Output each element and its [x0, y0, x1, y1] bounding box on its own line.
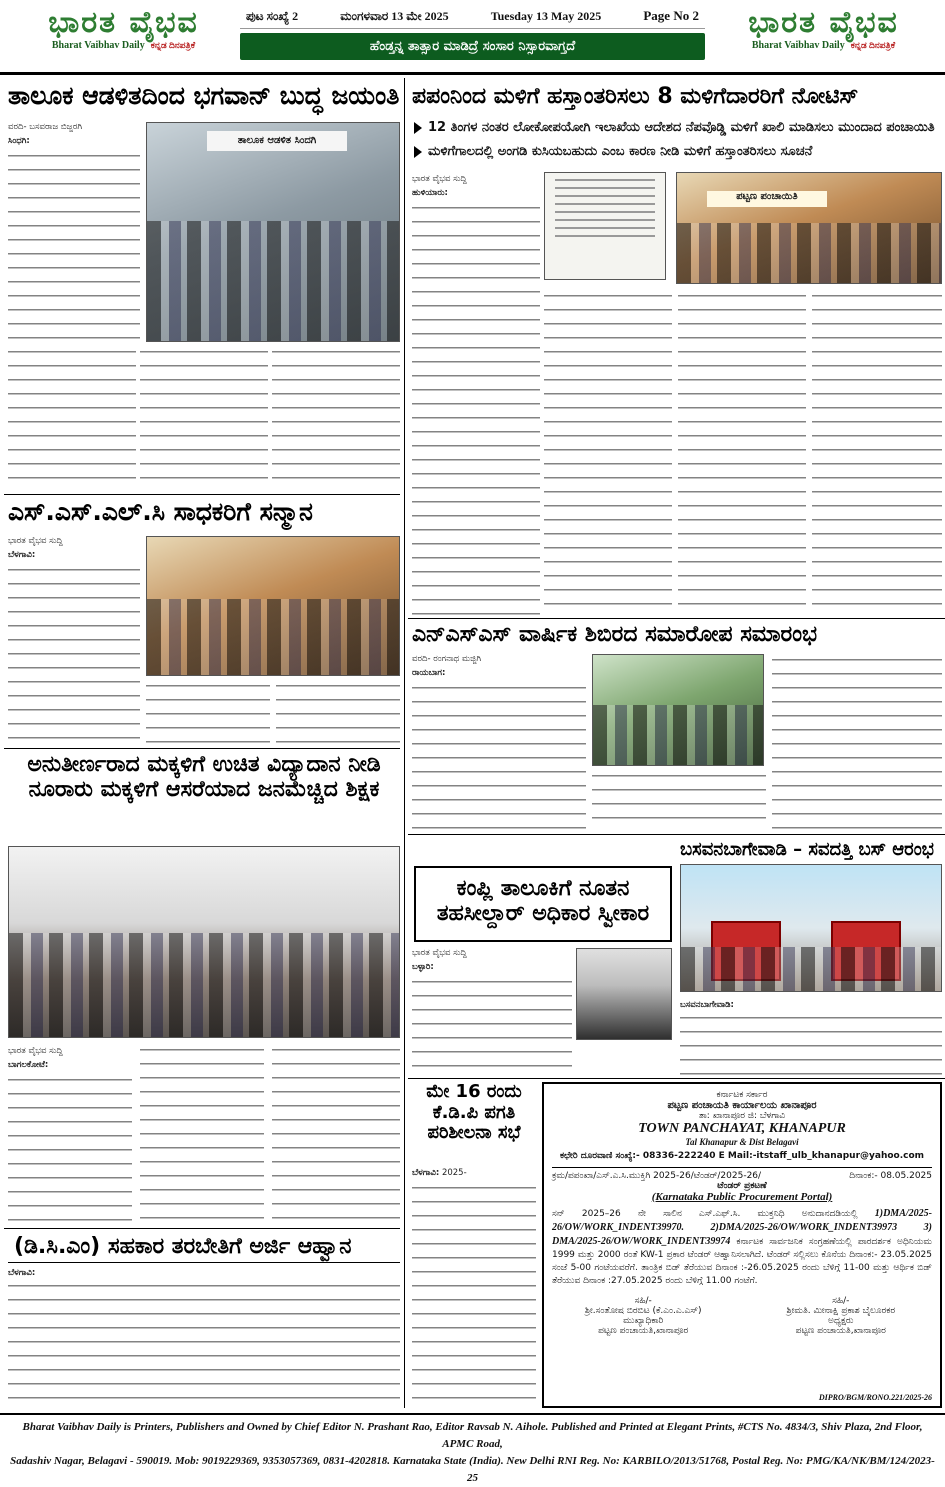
tender-office-en: TOWN PANCHAYAT, KHANAPUR [638, 1121, 846, 1136]
headline-kdp-meeting [412, 1082, 536, 1170]
tender-contact: ಕಛೇರಿ ದೂರವಾಣಿ ಸಂಖ್ಯೆ:- 08336-222240 E Mail:-itstaff_ulb_khanapur@yahoo.com [559, 1151, 925, 1161]
tender-indents: 1)DMA/2025-26/OW/WORK_INDENT39970. 2)DMA/2025-26/OW/WORK_INDENT39973 3) DMA/2025-26/OW/WORK_INDENT39974 [552, 1208, 932, 1247]
headline-line: ತಹಸೀಲ್ದಾರ್ ಅಧಿಕಾರ ಸ್ವೀಕಾರ [436, 901, 650, 927]
masthead-title-right: ಭಾರತ ವೈಭವ [748, 5, 899, 40]
tender-office-kn: ಪಟ್ಟಣ ಪಂಚಾಯತಿ ಕಾರ್ಯಾಲಯ ಖಾನಾಪೂರ [667, 1100, 817, 1111]
article-body-text [140, 1044, 264, 1222]
dateline-place: ಬೆಳಗಾವಿ: [8, 1268, 36, 1278]
masthead-center [240, 4, 705, 62]
masthead-subtitle-right: ಕನ್ನಡ ದಿನಪತ್ರಿಕೆ [850, 40, 896, 50]
photo-tahsildar-portrait [576, 948, 672, 1040]
masthead-subtitle: ಕನ್ನಡ ದಿನಪತ್ರಿಕೆ [150, 40, 196, 50]
masthead-logo-left [6, 6, 241, 54]
dateline-year: 2025- [441, 1168, 467, 1178]
column-divider [404, 78, 405, 1408]
tender-district-en: Tal Khanapur & Dist Belagavi [685, 1137, 799, 1147]
tender-signature-right [750, 1296, 932, 1336]
article-dateline [8, 120, 140, 148]
divider [408, 618, 945, 619]
signature-name: ಶ್ರೀಮತಿ. ಮೀನಾಕ್ಷಿ ಪ್ರಕಾಶ ಬೈಲೂರಕರ [786, 1306, 896, 1316]
divider [4, 748, 400, 749]
signature-office: ಪಟ್ಟಣ ಪಂಚಾಯತಿ,ಖಾನಾಪೂರ [795, 1326, 886, 1336]
tender-district-kn: ತಾ: ಖಾನಾಪೂರ ಜಿ: ಬೆಳಗಾವಿ [698, 1111, 786, 1121]
masthead-rule [0, 72, 945, 75]
article-dateline [412, 172, 540, 200]
article-dateline [412, 652, 586, 680]
masthead-title-en-right: Bharat Vaibhav Daily [751, 40, 845, 51]
article-body-text [8, 1280, 400, 1408]
divider [4, 1228, 400, 1229]
photo-panchayat-shops [676, 172, 942, 284]
signature-role: ಮುಖ್ಯಾಧಿಕಾರಿ [623, 1316, 664, 1326]
photo-bus-launch [680, 864, 942, 992]
signature-office: ಪಟ್ಟಣ ಪಂಚಾಯತಿ,ಖಾನಾಪೂರ [598, 1326, 689, 1336]
headline-free-education [8, 752, 400, 803]
article-body-text [146, 680, 270, 744]
bullet-icon [414, 122, 422, 134]
article-body-text [678, 290, 806, 616]
headline-line: ಅನುತೀರ್ಣರಾದ ಮಕ್ಕಳಿಗೆ ಉಚಿತ ವಿದ್ಯಾದಾನ ನೀಡಿ [27, 752, 381, 777]
dateline-text: ವರದಿ- ರಂಗನಾಥ ಮಜ್ಜಿಗಿ [412, 654, 482, 664]
dateline-place: ಸಿಂಧಗಿ: [8, 136, 30, 146]
article-dateline [8, 534, 140, 562]
article-body-text [8, 150, 140, 342]
tender-ref: ಕ್ರಮ/ಪಪಂಖಾ/ಎಸ್.ಎ.ಸಿ.ಮುಕ್ತಿಗಿ 2025-26/ಟೆಂಡರ್/2025-26/ [552, 1171, 762, 1181]
imprint-line: Sadashiv Nagar, Belagavi - 590019. Mob: 9019229369, 9353057369, 0831-4202818. Karnataka State (India). New Delhi RNI Reg. No: KARBILO/2013/51768, Postal Reg. No: PMG/KA/NK/BM/124/2023-25 [10, 1455, 935, 1484]
tender-portal: (Karnataka Public Procurement Portal) [651, 1191, 833, 1203]
divider [8, 1262, 400, 1263]
signature-name: ಶ್ರೀ.ಸಂತೋಷ ಬಿರಬಿಟ (ಕೆ.ಎಂ.ಎ.ಎಸ್) [584, 1306, 702, 1316]
headline-dcm-training: (ಡಿ.ಸಿ.ಎಂ) ಸಹಕಾರ ತರಬೇತಿಗೆ ಅರ್ಜಿ ಆಹ್ವಾನ [14, 1234, 352, 1259]
tender-body-tail: ಕರ್ನಾಟಕ ಸಾರ್ವಜನಿಕ ಸಂಗ್ರಹಣೆಯಲ್ಲಿ ಪಾರದರ್ಶಕ ಅಧಿನಿಯಮ 1999 ಮತ್ತು 2000 ರಂತೆ KW-1 ಪ್ರಕಾರ ಟೆಂಡರ್ ಆಹ್ವಾನಿಸಲಾಗಿದೆ. ಟೆಂಡರ್ ಸಲ್ಲಿಸಲು ಕೊನೆಯ ದಿನಾಂಕ:- 23.05.2025 ಸಂಜೆ 5-00 ಗಂಟೆಯವರೆಗೆ. ತಾಂತ್ರಿಕ ಬಿಡ್ ತೆರೆಯುವ ದಿನಾಂಕ :-26.05.2025 ರಂದು ಬೆಳಿಗ್ಗೆ 11-00 ಮತ್ತು ಆರ್ಥಿಕ ಬಿಡ್ ತೆರೆಯುವ ದಿನಾಂಕ :27.05.2025 ರಂದು ಬೆಳಿಗ್ಗೆ 11.00 ಗಂಟೆಗೆ. [552, 1237, 932, 1286]
bullet-icon [414, 146, 422, 158]
article-body-text [140, 346, 268, 490]
subhead-bullet [414, 120, 942, 135]
headline-nss-camp: ಎನ್‌ಎಸ್‌ಎಸ್ ವಾರ್ಷಿಕ ಶಿಬಿರದ ಸಮಾರೋಪ ಸಮಾರಂಭ [412, 622, 817, 647]
subhead-bullet [414, 144, 942, 159]
photo-buddha-jayanti [146, 122, 400, 342]
article-body-text [276, 680, 400, 744]
article-body-text [8, 1074, 132, 1222]
masthead-title: ಭಾರತ ವೈಭವ [48, 5, 199, 40]
divider [408, 1078, 945, 1079]
masthead-logo-right [706, 6, 941, 54]
headline-line: ನೂರಾರು ಮಕ್ಕಳಿಗೆ ಆಸರೆಯಾದ ಜನಮೆಚ್ಚಿದ ಶಿಕ್ಷಕ [28, 777, 380, 803]
article-body-text [592, 770, 766, 830]
headline-sslc-felicitation: ಎಸ್.ಎಸ್.ಎಲ್.ಸಿ ಸಾಧಕರಿಗೆ ಸನ್ಮಾನ [8, 497, 313, 526]
article-body-text [412, 682, 586, 830]
article-body-text [272, 346, 400, 490]
tender-signature-left [552, 1296, 734, 1336]
tender-ref-row [552, 1167, 932, 1181]
dateline-place: ಬಸವನಬಾಗೇವಾಡಿ: [680, 1000, 734, 1010]
tender-notice [542, 1082, 942, 1408]
headline-box-tahsildar [414, 866, 672, 942]
issue-number: ಪುಟ ಸಂಖ್ಯೆ 2 [246, 8, 299, 23]
divider [408, 834, 945, 835]
masthead-title-en: Bharat Vaibhav Daily [51, 40, 145, 51]
headline-line: ಕೆ.ಡಿ.ಪಿ ಪಗತಿ [432, 1101, 516, 1123]
article-dateline [680, 998, 770, 1012]
article-body-text [544, 290, 672, 616]
tender-signatures [552, 1296, 932, 1336]
headline-line: ಪರಿಶೀಲನಾ ಸಭೆ [427, 1122, 521, 1144]
dateline-text: ಭಾರತ ವೈಭವ ಸುದ್ದಿ [8, 1046, 63, 1056]
dateline-text: ಭಾರತ ವೈಭವ ಸುದ್ದಿ [412, 948, 467, 958]
article-body-text [8, 346, 136, 490]
headline-shop-notice: ಪಪಂನಿಂದ ಮಳಿಗೆ ಹಸ್ತಾಂತರಿಸಲು 8 ಮಳಿಗೆದಾರರಿಗೆ ನೋಟಿಸ್ [412, 84, 859, 109]
divider [4, 494, 400, 495]
dateline-text: ಭಾರತ ವೈಭವ ಸುದ್ದಿ [8, 536, 63, 546]
tender-gov: ಕರ್ನಾಟಕ ಸರ್ಕಾರ [716, 1090, 768, 1100]
dateline-place: ಬಾಗಲಕೋಟೆ: [8, 1060, 49, 1070]
dateline-place: ರಾಯಬಾಗ: [412, 668, 446, 678]
photo-sslc-felicitation [146, 536, 400, 676]
signature-label: ಸಹಿ/- [832, 1296, 850, 1306]
bullet-text: 12 ತಿಂಗಳ ನಂತರ ಲೋಕೋಪಯೋಗಿ ಇಲಾಖೆಯ ಆದೇಶದ ನೆಪವೊಡ್ಡಿ ಮಳಿಗೆ ಖಾಲಿ ಮಾಡಿಸಲು ಮುಂದಾದ ಪಂಚಾಯಿತಿ [428, 120, 935, 135]
signature-role: ಅಧ್ಯಕ್ಷರು [828, 1316, 854, 1326]
headline-line: ಕಂಪ್ಲಿ ತಾಲೂಕಿಗೆ ನೂತನ [456, 876, 630, 901]
article-body-text [412, 1182, 536, 1408]
article-dateline [412, 1166, 536, 1180]
tender-body [552, 1207, 932, 1288]
imprint-line: Bharat Vaibhav Daily is Printers, Publishers and Owned by Chief Editor N. Prashant Rao, Editor Ravsab N. Aihole. Published and Printed at Elegant Prints, #CTS No. 4834/3, Shiv Plaza, 2nd Floor, APMC Road, [22, 1421, 923, 1450]
dateline-place: ಹುಳಿಯಾರು: [412, 188, 448, 198]
dateline-place: ಬಳ್ಳಾರಿ: [412, 962, 434, 972]
headline-bus-service: ಬಸವನಬಾಗೇವಾಡಿ – ಸವದತ್ತಿ ಬಸ್ ಆರಂಭ [680, 839, 934, 860]
date-english: Tuesday 13 May 2025 [490, 8, 602, 23]
headline-line: ಮೇ 16 ರಂದು [426, 1081, 522, 1102]
signature-label: ಸಹಿ/- [634, 1296, 652, 1306]
dateline-text: ವರದಿ- ಬಸವರಾಜ ಬಿಜ್ಜರಗಿ [8, 122, 82, 132]
article-dateline [8, 1044, 132, 1072]
tender-date: ದಿನಾಂಕ:- 08.05.2025 [849, 1171, 932, 1181]
slogan-banner: ಹೆಂಡ್ತನ್ನ ತಾತ್ಸಾರ ಮಾಡಿದ್ರೆ ಸಂಸಾರ ನಿಸ್ಸಾರವಾಗ್ತದೆ [240, 33, 705, 60]
tender-ro-number: DIPRO/BGM/RONO.221/2025-26 [818, 1393, 932, 1402]
tender-title: ಟೆಂಡರ್ ಪ್ರಕಟಣೆ [717, 1181, 767, 1191]
page-number: Page No 2 [643, 8, 699, 23]
article-body-text [412, 202, 540, 616]
article-body-text [272, 1044, 400, 1222]
dateline-text: ಭಾರತ ವೈಭವ ಸುದ್ದಿ [412, 174, 467, 184]
photo-nss-camp [592, 654, 764, 766]
bullet-text: ಮಳಿಗೆಗಾಲದಲ್ಲಿ ಅಂಗಡಿ ಕುಸಿಯಬಹುದು ಎಂಬ ಕಾರಣ ನೀಡಿ ಮಳಿಗೆ ಹಸ್ತಾಂತರಿಸಲು ಸೂಚನೆ [428, 144, 813, 159]
article-body-text [412, 976, 572, 1076]
photo-banner-text: ತಾಲೂಕ ಆಡಳಿತ ಸಿಂದಗಿ [207, 131, 347, 151]
photo-notice-document [544, 172, 666, 280]
dateline-place: ಬೆಳಗಾವಿ: [412, 1168, 440, 1178]
tender-body-lead: ಸನ್ 2025–26 ನೇ ಸಾಲಿನ ಎಸ್.ಎಫ್.ಸಿ. ಮುಕ್ತನಿಧಿ ಅನುದಾನದಡಿಯಲ್ಲಿ [552, 1209, 858, 1219]
headline-buddha-jayanti: ತಾಲೂಕ ಆಡಳಿತದಿಂದ ಭಗವಾನ್ ಬುದ್ಧ ಜಯಂತಿ [8, 81, 400, 110]
imprint-footer [0, 1413, 945, 1484]
article-body-text [772, 654, 942, 830]
date-kannada: ಮಂಗಳವಾರ 13 ಮೇ 2025 [340, 8, 449, 23]
article-body-text [8, 564, 140, 744]
dateline-place: ಬೆಳಗಾವಿ: [8, 550, 36, 560]
photo-sign-text: ಪಟ್ಟಣ ಪಂಚಾಯಿತಿ [707, 191, 827, 207]
article-dateline [8, 1266, 88, 1280]
article-body-text [680, 1012, 942, 1080]
photo-teacher-classroom [8, 846, 400, 1038]
article-body-text [812, 290, 942, 616]
